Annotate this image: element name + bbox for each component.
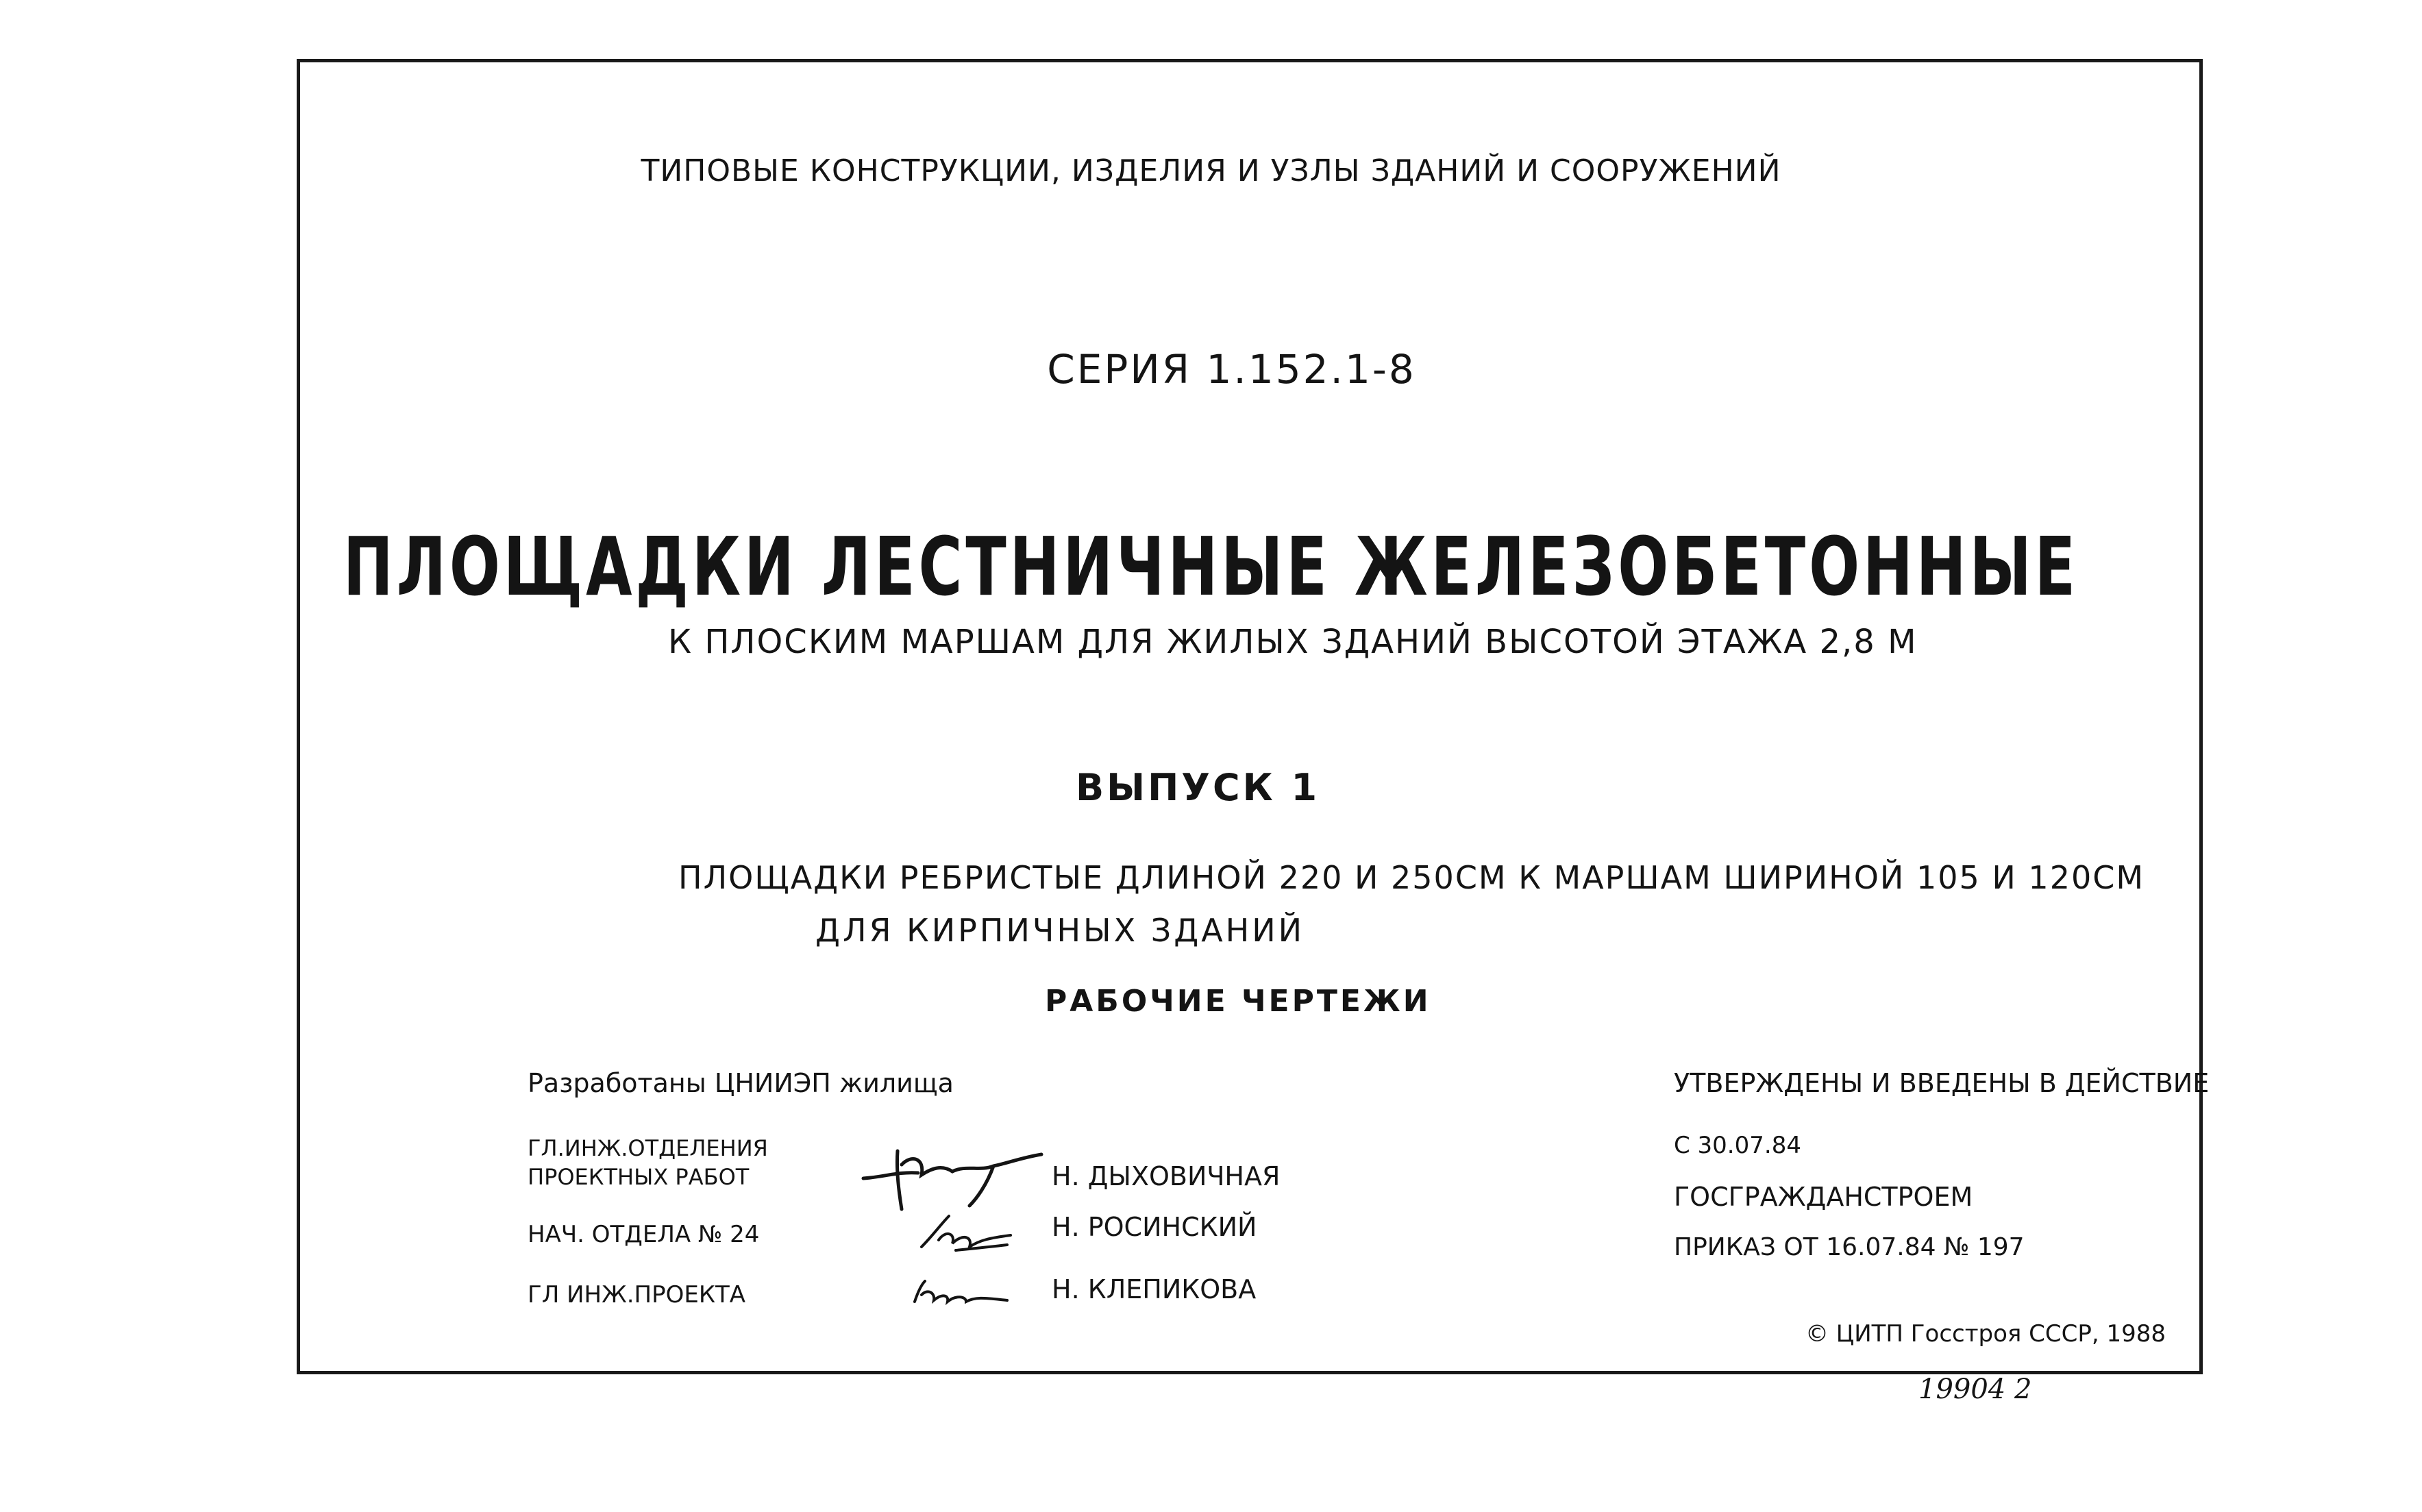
- signature-2: [915, 1209, 1017, 1257]
- issue-description-line1: ПЛОЩАДКИ РЕБРИСТЫЕ ДЛИНОЙ 220 И 250СМ К МАРШАМ ШИРИНОЙ 105 И 120СМ: [678, 859, 2145, 896]
- developer-label: Разработаны ЦНИИЭП жилища: [528, 1068, 954, 1098]
- series-number: СЕРИЯ 1.152.1-8: [1047, 346, 1416, 393]
- role-project-engineer: ГЛ ИНЖ.ПРОЕКТА: [528, 1281, 746, 1309]
- approval-order: ПРИКАЗ ОТ 16.07.84 № 197: [1674, 1233, 2025, 1261]
- issue-number: ВЫПУСК 1: [1076, 766, 1320, 809]
- name-klepikova: Н. КЛЕПИКОВА: [1052, 1274, 1257, 1304]
- copyright-notice: © ЦИТП Госстроя СССР, 1988: [1805, 1320, 2166, 1348]
- approval-organization: ГОСГРАЖДАНСТРОЕМ: [1674, 1182, 1973, 1212]
- name-dykhovichnaya: Н. ДЫХОВИЧНАЯ: [1052, 1161, 1281, 1191]
- name-rosinsky: Н. РОСИНСКИЙ: [1052, 1212, 1257, 1242]
- collection-title: ТИПОВЫЕ КОНСТРУКЦИИ, ИЗДЕЛИЯ И УЗЛЫ ЗДАНИЙ И СООРУЖЕНИЙ: [641, 153, 1781, 188]
- document-title: ПЛОЩАДКИ ЛЕСТНИЧНЫЕ ЖЕЛЕЗОБЕТОННЫЕ: [343, 519, 2079, 614]
- document-type: РАБОЧИЕ ЧЕРТЕЖИ: [1045, 984, 1431, 1019]
- document-subtitle: К ПЛОСКИМ МАРШАМ ДЛЯ ЖИЛЫХ ЗДАНИЙ ВЫСОТОЙ ЭТАЖА 2,8 М: [668, 623, 1918, 661]
- role-department-head: НАЧ. ОТДЕЛА № 24: [528, 1221, 760, 1248]
- approval-label: УТВЕРЖДЕНЫ И ВВЕДЕНЫ В ДЕЙСТВИЕ: [1674, 1068, 2210, 1098]
- role-chief-engineer-line1: ГЛ.ИНЖ.ОТДЕЛЕНИЯ: [528, 1135, 768, 1161]
- signature-1: [856, 1137, 1048, 1213]
- issue-description-line2: ДЛЯ КИРПИЧНЫХ ЗДАНИЙ: [815, 912, 1305, 949]
- signature-3: [908, 1274, 1011, 1309]
- role-chief-engineer-line2: ПРОЕКТНЫХ РАБОТ: [528, 1164, 750, 1190]
- approval-date: С 30.07.84: [1674, 1132, 1801, 1159]
- archive-stamp: 19904 2: [1918, 1374, 2032, 1405]
